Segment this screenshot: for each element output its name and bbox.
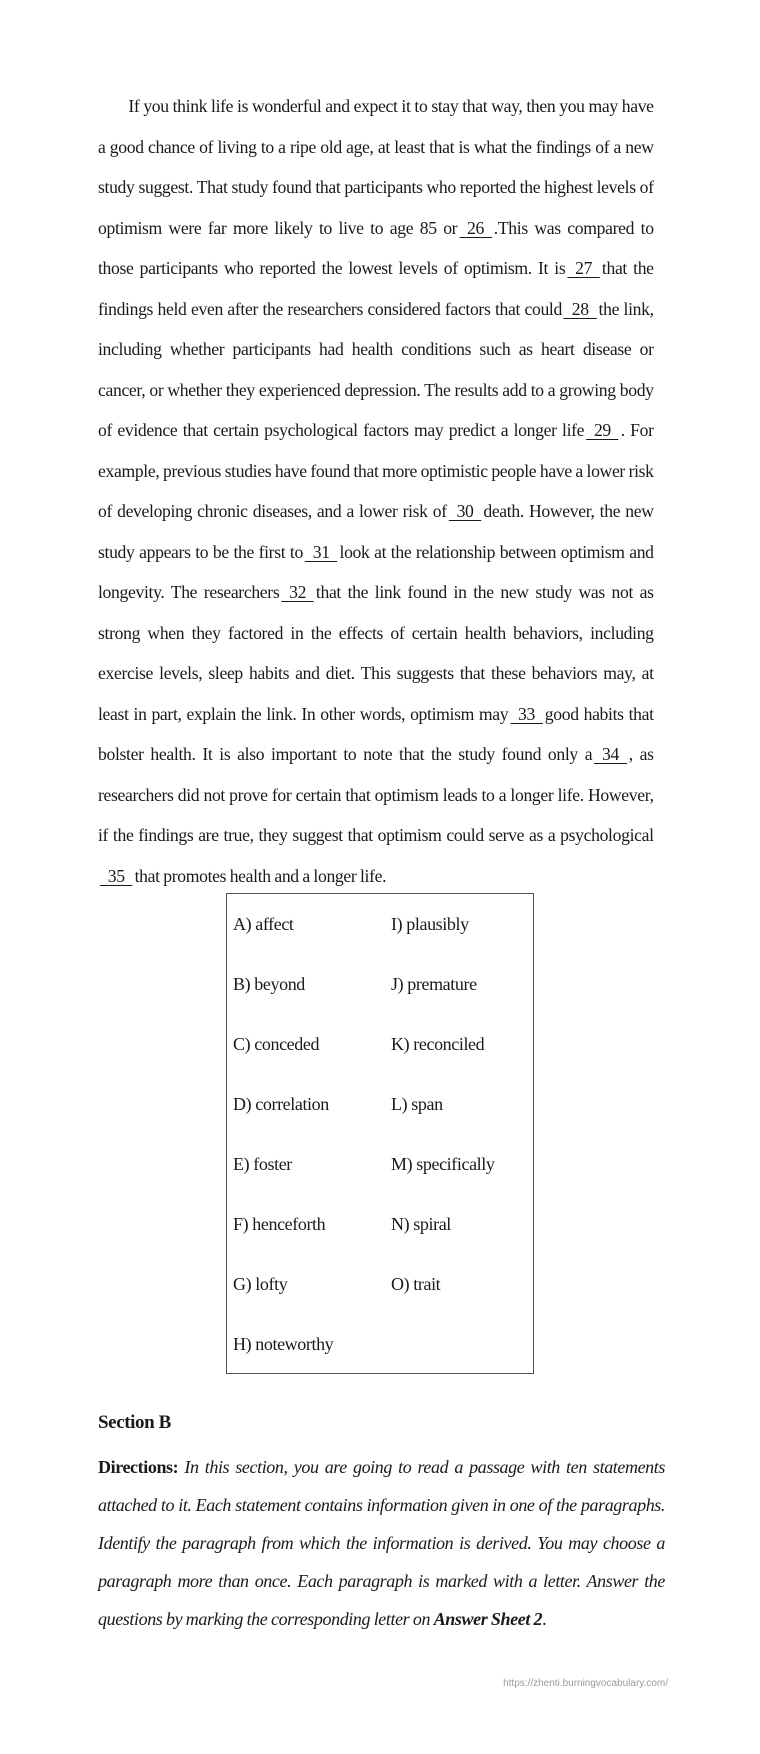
option-j: J) premature <box>391 974 477 994</box>
option-g: G) lofty <box>233 1274 288 1294</box>
passage-text: death. However, the new study appears to be the first to <box>98 501 654 562</box>
passage-text: , as researchers did not prove for certain that optimism leads to a longer life. However, if the findings are true, they suggest that optimism could serve as a psychological <box>98 744 654 845</box>
passage-text: the link, including whether participants had health conditions such as heart disease or cancer, or whether they experienced depression. The results add to a growing body of evidence that certain psychological factors may predict a longer life <box>98 298 654 440</box>
directions-label: Directions: <box>98 1457 179 1477</box>
option-m: M) specifically <box>391 1154 495 1174</box>
blank-34: 34 <box>594 745 627 764</box>
passage-text: .This was compared to those participants who reported the lowest levels of optimism. It is <box>98 217 654 278</box>
passage-text: that promotes health and a longer life. <box>134 865 387 886</box>
blank-35: 35 <box>100 867 133 886</box>
blank-27: 27 <box>567 259 600 278</box>
passage-text: good habits that bolster health. It is also important to note that the study found only a <box>98 703 654 764</box>
passage-text: look at the relationship between optimism and longevity. The researchers <box>98 541 654 602</box>
blank-31: 31 <box>305 543 338 562</box>
directions-text: In this section, you are going to read a passage with ten statements attached to it. Each statement contains information given in one of the paragraphs. Identify the paragraph from which the information is derived. You may choose a paragraph more than once. Each paragraph is marked with a letter. Answer the questions by marking the corresponding letter on <box>98 1457 665 1629</box>
passage-text: If you think life is wonderful and expect it to stay that way, then you may have a good chance of living to a ripe old age, at least that is what the findings of a new study suggest. That study found that participants who reported the highest levels of optimism were far more likely to live to age 85 or <box>98 96 654 238</box>
blank-29: 29 <box>586 421 619 440</box>
option-b: B) beyond <box>233 974 305 994</box>
option-c: C) conceded <box>233 1034 320 1054</box>
option-i: I) plausibly <box>391 914 469 934</box>
blank-28: 28 <box>564 300 597 319</box>
option-o: O) trait <box>391 1274 441 1294</box>
option-a: A) affect <box>233 914 294 934</box>
passage-text: . For example, previous studies have found that more optimistic people have a lower risk of developing chronic diseases, and a lower risk of <box>98 420 654 521</box>
blank-33: 33 <box>510 705 543 724</box>
option-l: L) span <box>391 1094 443 1114</box>
directions-period: . <box>542 1609 547 1629</box>
blank-32: 32 <box>281 583 314 602</box>
option-h: H) noteworthy <box>233 1334 334 1354</box>
source-watermark: https://zhenti.burningvocabulary.com/ <box>503 1678 668 1689</box>
passage-text: that the findings held even after the researchers considered factors that could <box>98 258 654 319</box>
cloze-passage <box>98 86 654 896</box>
blank-26: 26 <box>459 219 492 238</box>
word-bank <box>226 893 534 1374</box>
answer-sheet-label: Answer Sheet 2 <box>433 1609 543 1629</box>
section-b-title: Section B <box>98 1412 171 1433</box>
passage-container <box>98 86 665 896</box>
option-n: N) spiral <box>391 1214 451 1234</box>
option-f: F) henceforth <box>233 1214 326 1234</box>
option-k: K) reconciled <box>391 1034 485 1054</box>
blank-30: 30 <box>449 502 482 521</box>
section-b-directions <box>98 1448 665 1638</box>
passage-text: that the link found in the new study was not as strong when they factored in the effects of certain health behaviors, including exercise levels, sleep habits and diet. This suggests that these behaviors may, at least in part, explain the link. In other words, optimism may <box>98 582 654 724</box>
option-e: E) foster <box>233 1154 292 1174</box>
option-d: D) correlation <box>233 1094 329 1114</box>
